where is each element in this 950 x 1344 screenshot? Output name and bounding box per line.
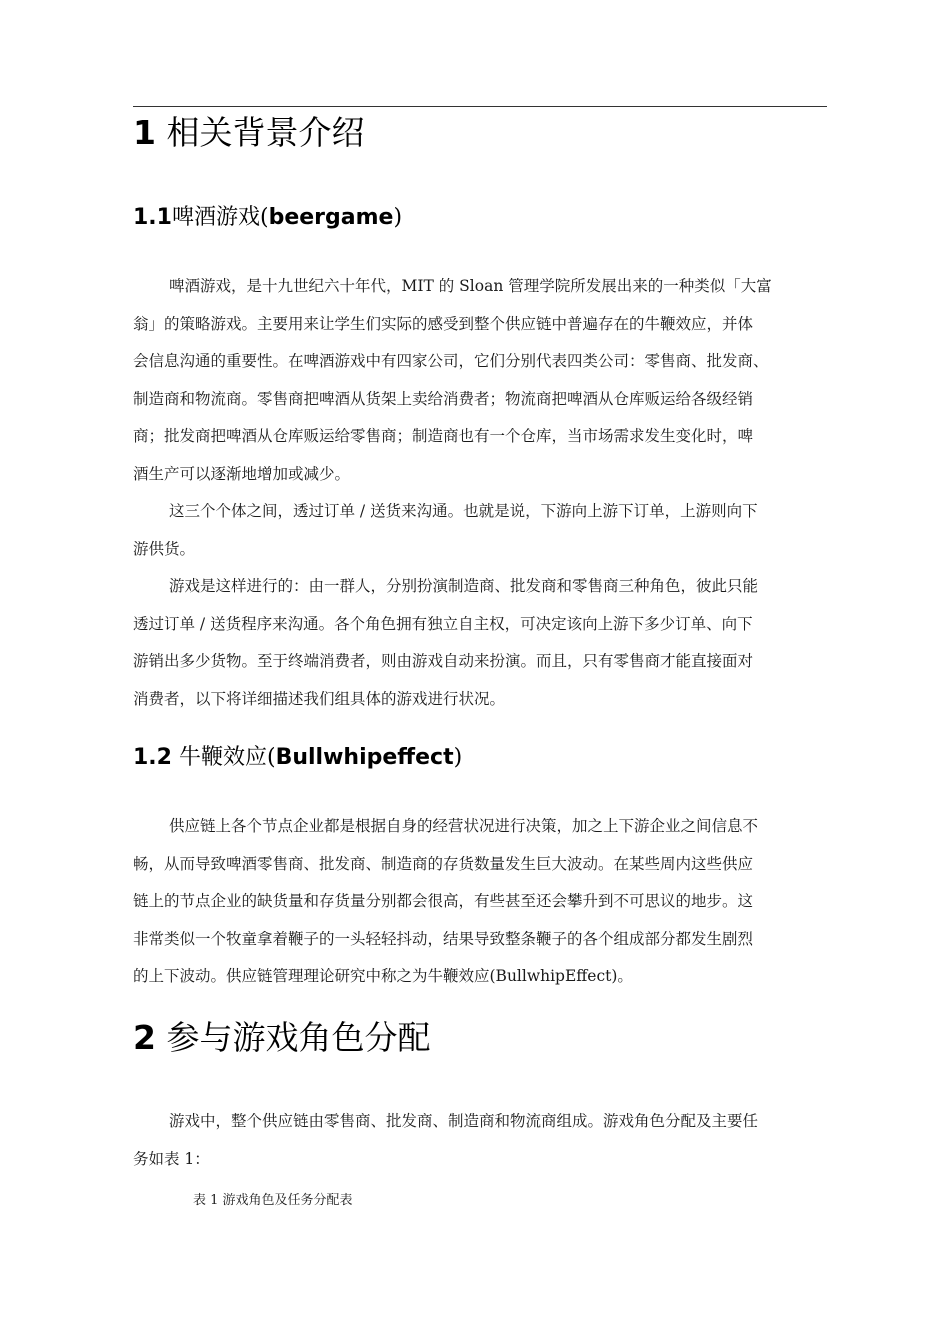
section-1-2-number: 1.2 xyxy=(133,745,172,770)
paragraph-line: 制造商和物流商。零售商把啤酒从货架上卖给消费者；物流商把啤酒从仓库贩运给各级经销 xyxy=(133,389,754,408)
paragraph-line: 游戏中，整个供应链由零售商、批发商、制造商和物流商组成。游戏角色分配及主要任 xyxy=(169,1112,759,1130)
section-2-title: 参与游戏角色分配 xyxy=(166,1018,431,1057)
section-1-2-title-en: Bullwhipeffect xyxy=(275,745,454,770)
paragraph-line: 非常类似一个牧童拿着鞭子的一头轻轻抖动，结果导致整条鞭子的各个组成部分都发生剧烈 xyxy=(133,929,754,948)
beergame-paragraph-3 xyxy=(133,568,833,718)
paragraph-line: 供应链上各个节点企业都是根据自身的经营状况进行决策，加之上下游企业之间信息不 xyxy=(169,817,759,835)
section-1-1-title-close: ) xyxy=(393,205,403,230)
paragraph-line: 游销出多少货物。至于终端消费者，则由游戏自动来扮演。而且，只有零售商才能直接面对 xyxy=(133,652,754,670)
paragraph-line: 务如表 1： xyxy=(133,1149,210,1168)
section-1-number: 1 xyxy=(133,113,156,152)
section-1-2-title-close: ) xyxy=(453,745,463,770)
paragraph-line: 游戏是这样进行的：由一群人，分别扮演制造商、批发商和零售商三种角色，彼此只能 xyxy=(169,577,759,595)
paragraph-line: 透过订单 / 送货程序来沟通。各个角色拥有独立自主权，可决定该向上游下多少订单、向下 xyxy=(133,614,753,633)
paragraph-line: 商；批发商把啤酒从仓库贩运给零售商；制造商也有一个仓库，当市场需求发生变化时，啤 xyxy=(133,427,754,445)
paragraph-line: 畅，从而导致啤酒零售商、批发商、制造商的存货数量发生巨大波动。在某些周内这些供应 xyxy=(133,854,754,873)
beergame-paragraph-1 xyxy=(133,268,833,493)
section-1-title: 相关背景介绍 xyxy=(166,113,365,152)
paragraph-line: 消费者，以下将详细描述我们组具体的游戏进行状况。 xyxy=(133,689,506,708)
section-2-number: 2 xyxy=(133,1018,156,1057)
paragraph-line: 翁」的策略游戏。主要用来让学生们实际的感受到整个供应链中普遍存在的牛鞭效应，并体 xyxy=(133,314,754,333)
section-1-1-number: 1.1 xyxy=(133,205,172,230)
role-assignment-paragraph xyxy=(133,1103,833,1178)
beergame-paragraph-2 xyxy=(133,493,833,568)
paragraph-line: 会信息沟通的重要性。在啤酒游戏中有四家公司，它们分别代表四类公司：零售商、批发商、 xyxy=(133,352,769,370)
section-1-heading xyxy=(133,113,364,153)
bullwhip-paragraph xyxy=(133,808,833,996)
paragraph-line: 酒生产可以逐渐地增加或减少。 xyxy=(133,464,351,483)
table-caption: 表 1 游戏角色及任务分配表 xyxy=(193,1193,353,1208)
paragraph-line: 游供货。 xyxy=(133,539,196,558)
section-1-2-heading xyxy=(133,743,462,773)
section-1-2-title-cn: 牛鞭效应( xyxy=(178,745,276,770)
paragraph-line: 链上的节点企业的缺货量和存货量分别都会很高，有些甚至还会攀升到不可思议的地步。这 xyxy=(133,892,754,910)
section-2-heading xyxy=(133,1018,430,1058)
paragraph-line: 这三个个体之间，透过订单 / 送货来沟通。也就是说，下游向上游下订单，上游则向下 xyxy=(169,502,758,520)
section-1-1-title-cn: 啤酒游戏( xyxy=(171,205,269,230)
paragraph-line: 啤酒游戏，是十九世纪六十年代，MIT 的 Sloan 管理学院所发展出来的一种类似「大富 xyxy=(169,277,772,295)
section-1-1-title-en: beergame xyxy=(268,205,394,230)
paragraph-line: 的上下波动。供应链管理理论研究中称之为牛鞭效应(BullwhipEffect)。 xyxy=(133,967,633,985)
section-1-1-heading xyxy=(133,203,402,233)
top-divider xyxy=(133,106,827,107)
